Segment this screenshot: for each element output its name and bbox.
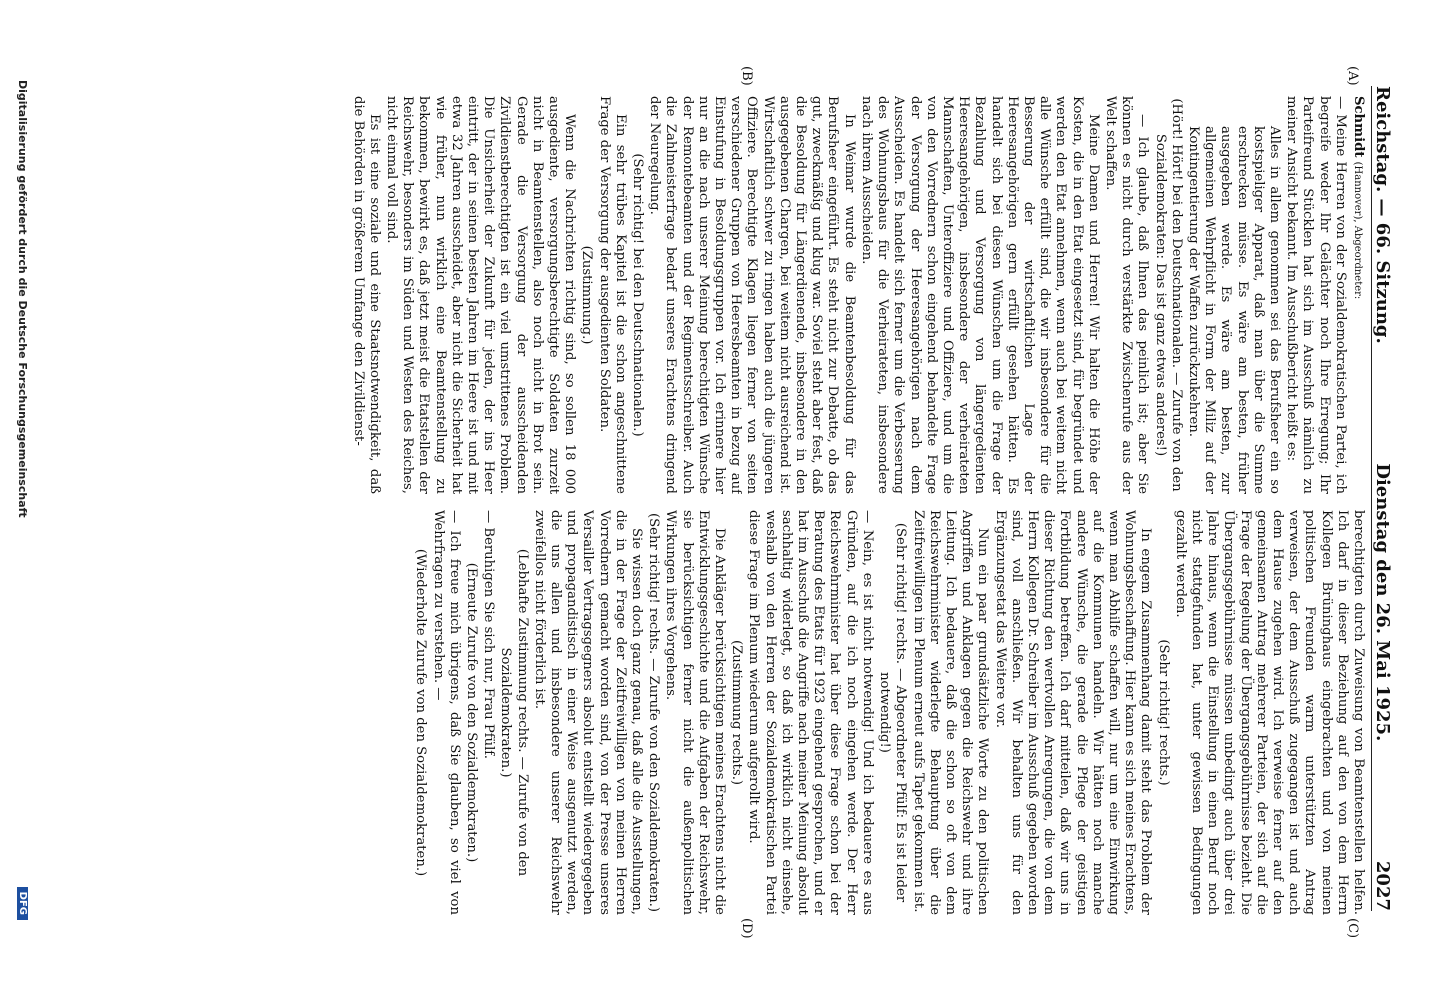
paragraph: — Ich glaube, daß Ihnen das peinlich ist; aber Sie können es nicht durch verstärkte Zwischenrufe aus der Welt schaffen. [1102,96,1151,494]
margin-letter-d: (D) [739,918,754,939]
interjection: (Sehr richtig! bei den Deutschnationalen.) [630,153,646,437]
right-column [0,510,1366,915]
paragraph: — Nein, es ist nicht notwendig! Und ich bedauere es aus Gründen, auf die ich noch eingehen werde. Der Herr Reichswehrminister hat über diese Frage schon bei der Beratung des Etats für 1923 eingehend gesprochen, und er hat im Ausschuß die Angriffe nach meiner Meinung absolut sachhaltig widerlegt, so daß ich wirklich nicht einsehe, weshalb von den Herren der Sozialdemokratischen Partei diese Frage im Plenum wiederum aufgerollt wird. [746,510,875,915]
header-left: Reichstag. — 66. Sitzung. [1372,86,1393,344]
margin-letter-a: (A) [1345,66,1360,86]
interjection: (Sehr richtig! rechts. — Abgeordneter Pfülf: Es ist leider notwendig!) [877,522,909,903]
paragraph: — Ich freue mich übrigens, daß Sie glauben, so viel von Wehrfragen zu verstehen. — [430,510,462,915]
interjection: (Sehr richtig! rechts.) [1155,639,1171,786]
interjection: (Zustimmung rechts.) [729,639,745,786]
quoted-report: Alles in allem genommen sei das Berufsheer ein so kostspieliger Apparat, daß man über die Summe erschrecken müsse. Es wäre am besten, früher ausgegeben werde. Es wäre am besten, zur allgemeinen Wehrpflicht in Form der Miliz auf der Kontingentierung der Waffen zurückzukehren. [1185,126,1282,494]
interjection: (Erneute Zurufe von den Sozialdemokraten.) [464,562,480,863]
paragraph: Wenn die Nachrichten richtig sind, so sollen 18 000 ausgediente, versorgungsberechtigte Soldaten zurzeit nicht in Beamtenstellen, also noch nicht in Brot sein. Gerade die Versorgung der ausscheidenden Zivildienstberechtigten ist ein viel umstrittenes Problem. Die Unsicherheit der Zukunft für jeden, der ins Heer eintritt, der in seinen besten Jahren im Heere ist und mit etwa 32 Jahren ausscheidet, aber nicht die Sicherheit hat wie früher, nun wirklich eine Beamtenstellung zu bekommen, bewirkt es, daß jetzt meist die Etatstellen der Reichswehr, besonders im Süden und Westen des Reiches, nicht einmal voll sind. [384,96,578,494]
paragraph: Ein sehr trübes Kapitel ist die schon angeschnittene Frage der Versorgung der ausgedienten Soldaten. [596,96,628,494]
dfg-logo: DFG [17,887,28,920]
interjection: (Zustimmung.) [579,245,595,345]
paragraph: Sie wissen doch ganz genau, daß alle die Ausstellungen, die in der Frage der Zeitfreiwilligen von meinen Herren Vorrednern gemacht worden sind, von der Presse unseres Versailler Vertragsgegners absolut entstellt wiedergegeben und propagandistisch in einer Weise ausgenutzt werden, die uns allen und insbesondere unserer Reichswehr zweifellos nicht förderlich ist. [531,510,645,915]
paragraph: Die Ankläger berücksichtigen meines Erachtens nicht die Entwicklungsgeschichte und die Aufgaben der Reichswehr, sie berücksichtigen ferner nicht die außenpolitischen Wirkungen ihres Vorgehens. [663,510,728,915]
interjection: (Lebhafte Zustimmung rechts. — Zurufe von den Sozialdemokraten.) [498,548,530,877]
paragraph: In engem Zusammenhang damit steht das Problem der Wohnungsbeschaffung. Hier kann es sich meines Erachtens, wenn man Abhilfe schaffen will, nur um eine Einwirkung auf die Kommunen handeln. Wir hätten noch manche andere Wünsche, die gerade die Pflege der geistigen Fortbildung betreffen. Ich darf mitteilen, daß wir uns in dieser Richtung den wertvollen Anregungen, die von dem Herrn Kollegen Dr. Schreiber im Ausschuß gegeben worden sind, voll anschließen. Wir behalten uns für den Ergänzungsetat das Weitere vor. [992,510,1154,915]
paragraph: Nun ein paar grundsätzliche Worte zu den politischen Angriffen und Anklagen gegen die Reichswehr und ihre Leitung. Ich bedauere, daß die schon so oft von dem Reichswehrminister widerlegte Behauptung über die Zeitfreiwilligen im Plenum erneut aufs Tapet gekommen ist. [910,510,991,915]
paragraph: — Beruhigen Sie sich nur, Frau Pfülf. [481,510,497,759]
page-header [1371,86,1414,911]
interjection: (Wiederholte Zurufe von den Sozialdemokraten.) [413,548,429,877]
credit-text: Digitalisierung gefördert durch die Deutsche Forschungsgemeinschaft [16,80,29,518]
interjection: (Hört! Hört! bei den Deutschnationalen. — Zurufe von den Sozialdemokraten: Das ist ganz etwas anderes!) [1152,98,1184,492]
digitization-credit [16,80,29,920]
left-column [0,96,1366,494]
margin-letter-c: (C) [1345,918,1360,939]
paragraph: Es ist eine soziale und eine Staatsnotwendigkeit, daß die Behörden in größerem Umfange den Zivildienst- [350,96,382,494]
interjection: (Sehr richtig! rechts. — Zurufe von den Sozialdemokraten.) [646,513,662,912]
paragraph: Meine Damen und Herren! Wir halten die Höhe der Kosten, die in den Etat eingesetzt sind, für begründet und werden den Etat annehmen, wenn auch bei weitem nicht alle Wünsche erfüllt sind, die wir insbesondere für die Besserung der wirtschaftlichen Lage der Heeresangehörigen gern erfüllt gesehen hätten. Es handelt sich bei diesen Wünschen um die Frage der Bezahlung und Versorgung von längergedienten Heeresangehörigen, insbesondere der verheirateten Mannschaften, Unteroffiziere und Offiziere, und um die von den Vorrednern schon eingehend behandelte Frage der Versorgung der Heeresangehörigen nach dem Ausscheiden. Es handelt sich ferner um die Verbesserung des Wohnungsbaus für die Verheirateten, insbesondere nach ihrem Ausscheiden. [858,96,1101,494]
margin-letter-b: (B) [739,66,754,86]
paragraph: — Meine Herren von der Sozialdemokratischen Partei, ich begreife weder Ihr Gelächter noch Ihre Erregung; Ihr Parteifreund Stücklen hat sich im Ausschuß nämlich zu meiner Ansicht bekannt. Im Ausschußbericht heißt es: [1284,96,1348,494]
header-date: Dienstag den 26. Mai 1925. [1372,463,1393,742]
paragraph: berechtigten durch Zuweisung von Beamtenstellen helfen. Ich darf in dieser Beziehung auf den von dem Herrn Kollegen Brüninghaus eingebrachten und von meinen politischen Freunden warm unterstützten Antrag verweisen, der dem Ausschuß zugegangen ist und auch dem Hause zugehen wird. Ich verweise ferner auf den gemeinsamen Antrag mehrerer Parteien, der sich auf die Frage der Regelung der Übergangsgebührnisse bezieht. Die Übergangsgebührnisse müssen unbedingt auch über drei Jahre hinaus, wenn die Einstellung in einen Beruf noch nicht stattgefunden hat, unter gewissen Bedingungen gezahlt werden. [1172,510,1366,915]
speaker-line [1349,96,1366,494]
paragraph: In Weimar wurde die Beamtenbesoldung für das Berufsheer eingeführt. Es steht nicht zur Debatte, ob das gut, zweckmäßig und klug war. Soviel steht aber fest, daß die Besoldung für Längerdienende, insbesondere in den ausgegebenen Chargen, bei weitem nicht ausreichend ist. Wirtschaftlich schwer zu ringen haben auch die jüngeren Offiziere. Berechtigte Klagen liegen ferner von seiten verschiedener Gruppen von Heeresbeamten in bezug auf Einstufung in Besoldungsgruppen vor. Ich erinnere hier nur an die nach unserer Meinung berechtigten Wünsche der Remontebeamten und der Regimentsschreiber. Auch die Zahlmeisterfrage bedarf unseres Erachtens dringend der Neuregelung. [647,96,857,494]
speaker-affiliation: (Hannover), Abgeordneter: [1352,161,1363,300]
page-number: 2027 [1372,860,1393,911]
speaker-name: Schmidt [1351,96,1366,158]
